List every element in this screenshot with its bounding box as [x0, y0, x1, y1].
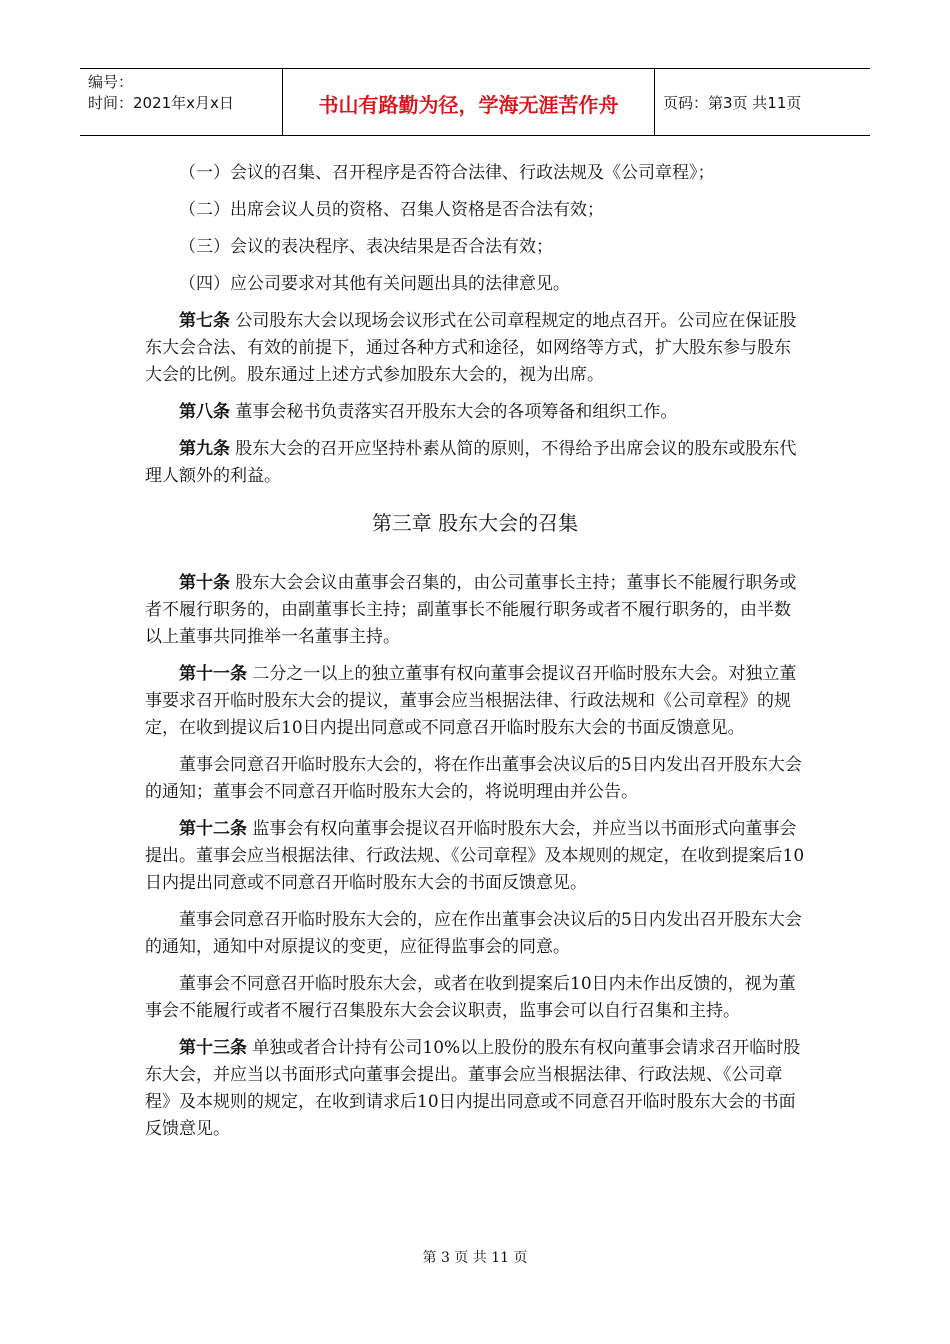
article-8 [145, 399, 805, 426]
article-text: 董事会秘书负责落实召开股东大会的各项筹备和组织工作。 [230, 402, 678, 422]
paragraph: 董事会不同意召开临时股东大会，或者在收到提案后10日内未作出反馈的，视为董事会不能履行或者不履行召集股东大会会议职责，监事会可以自行召集和主持。 [145, 974, 796, 1021]
article-title: 第九条 [179, 439, 230, 459]
paragraph: 董事会同意召开临时股东大会的，应在作出董事会决议后的5日内发出召开股东大会的通知，通知中对原提议的变更，应征得监事会的同意。 [145, 910, 802, 957]
article-text: 单独或者合计持有公司10%以上股份的股东有权向董事会请求召开临时股东大会，并应当以书面形式向董事会提出。董事会应当根据法律、行政法规、《公司章程》及本规则的规定，在收到请求后10日内提出同意或不同意召开临时股东大会的书面反馈意见。 [145, 1038, 801, 1139]
article-title: 第十条 [179, 573, 230, 593]
article-13 [145, 1035, 805, 1143]
header-motto: 书山有路勤为径，学海无涯苦作舟 [283, 69, 655, 135]
article-11 [145, 661, 805, 742]
chapter-heading: 第三章 股东大会的召集 [371, 511, 579, 535]
article-9 [145, 436, 805, 490]
article-10 [145, 570, 805, 651]
header-page-info: 页码：第3页 共11页 [663, 93, 802, 112]
page-footer: 第 3 页 共 11 页 [422, 1250, 528, 1266]
list-item-3: （三）会议的表决程序、表决结果是否合法有效； [179, 237, 553, 257]
list-item-2: （二）出席会议人员的资格、召集人资格是否合法有效； [179, 200, 604, 220]
article-7 [145, 308, 805, 389]
header-meta [80, 69, 283, 135]
list-item-4: （四）应公司要求对其他有关问题出具的法律意见。 [179, 274, 570, 294]
list-item-1: （一）会议的召集、召开程序是否符合法律、行政法规及《公司章程》； [179, 163, 715, 183]
article-title: 第十三条 [179, 1038, 247, 1058]
article-text: 监事会有权向董事会提议召开临时股东大会，并应当以书面形式向董事会提出。董事会应当根据法律、行政法规、《公司章程》及本规则的规定，在收到提案后10日内提出同意或不同意召开临时股东大会的书面反馈意见。 [145, 819, 805, 893]
article-text: 股东大会会议由董事会召集的，由公司董事长主持；董事长不能履行职务或者不履行职务的，由副董事长主持；副董事长不能履行职务或者不履行职务的，由半数以上董事共同推举一名董事主持。 [145, 573, 797, 647]
article-title: 第十二条 [179, 819, 247, 839]
article-text: 公司股东大会以现场会议形式在公司章程规定的地点召开。公司应在保证股东大会合法、有效的前提下，通过各种方式和途径，如网络等方式，扩大股东参与股东大会的比例。股东通过上述方式参加股东大会的，视为出席。 [145, 311, 797, 385]
article-title: 第十一条 [179, 664, 247, 684]
number-label: 编号： [88, 73, 134, 91]
article-title: 第七条 [179, 311, 230, 331]
document-body [145, 160, 805, 1153]
article-text: 股东大会的召开应坚持朴素从简的原则，不得给予出席会议的股东或股东代理人额外的利益。 [145, 439, 797, 486]
paragraph: 董事会同意召开临时股东大会的，将在作出董事会决议后的5日内发出召开股东大会的通知；董事会不同意召开临时股东大会的，将说明理由并公告。 [145, 755, 802, 802]
article-12 [145, 816, 805, 897]
article-title: 第八条 [179, 402, 230, 422]
header-table [80, 68, 870, 136]
article-text: 二分之一以上的独立董事有权向董事会提议召开临时股东大会。对独立董事要求召开临时股东大会的提议，董事会应当根据法律、行政法规和《公司章程》的规定，在收到提议后10日内提出同意或不同意召开临时股东大会的书面反馈意见。 [145, 664, 797, 738]
time-label: 时间：2021年x月x日 [88, 94, 234, 112]
